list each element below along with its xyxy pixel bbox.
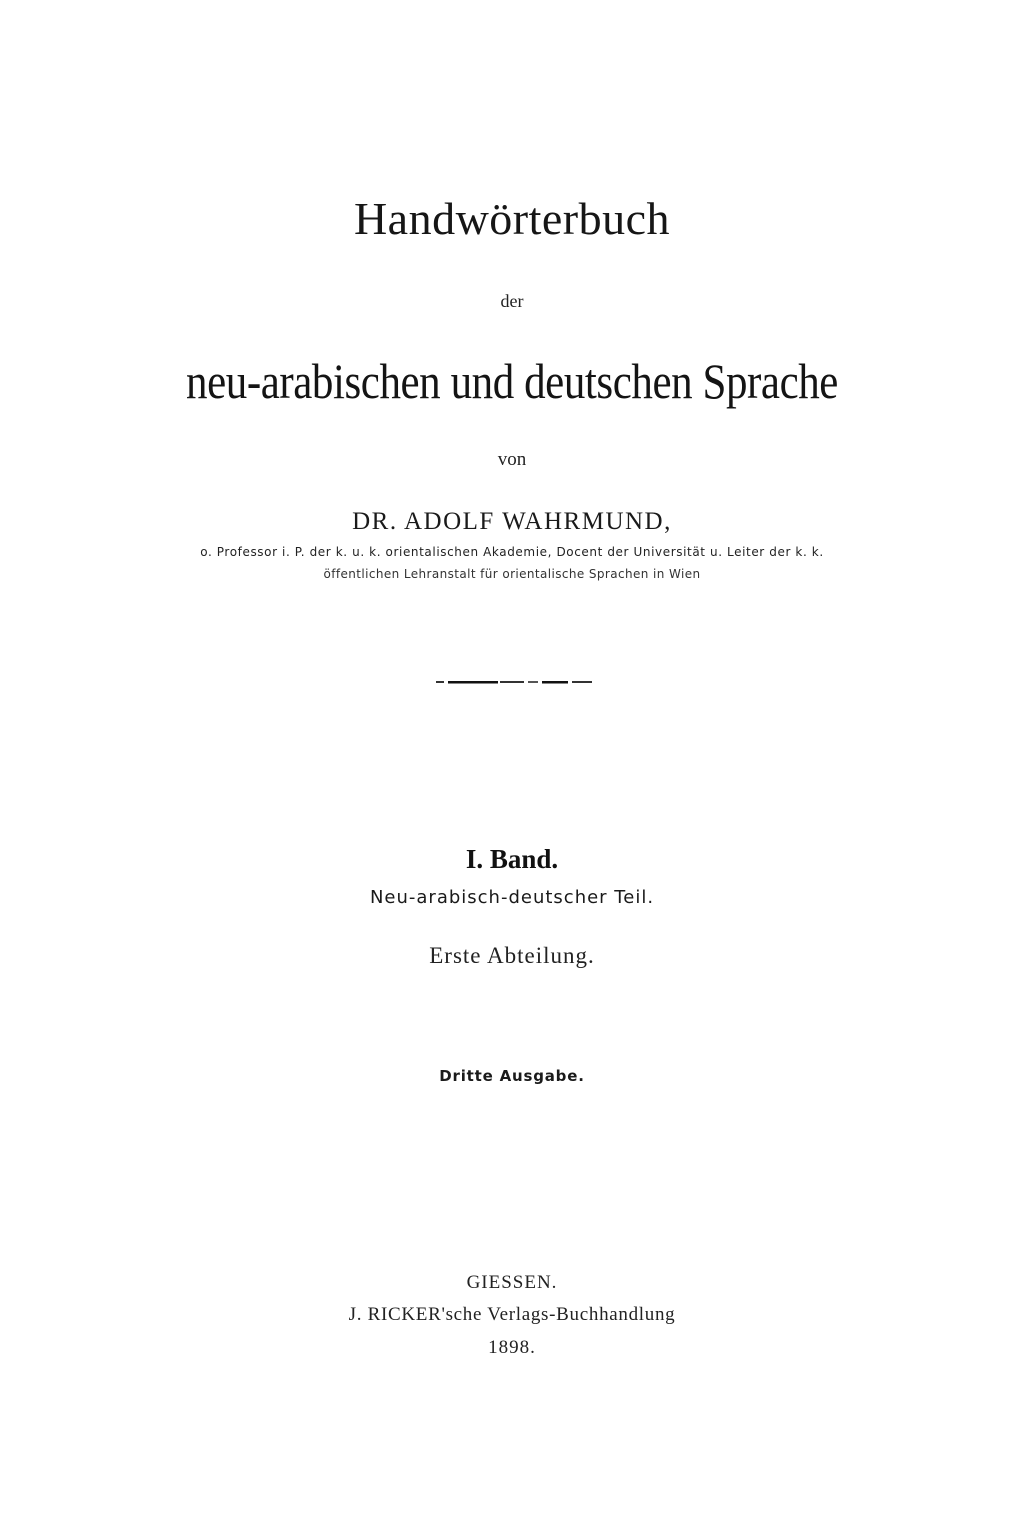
author-affiliation-line-1: o. Professor i. P. der k. u. k. orientalischen Akademie, Docent der Universität u. Leiter der k. k. — [200, 545, 824, 559]
author-affiliation-line-2: öffentlichen Lehranstalt für orientalische Sprachen in Wien — [323, 567, 701, 581]
author-name: DR. ADOLF WAHRMUND, — [352, 508, 672, 535]
book-subtitle: neu-arabischen und deutschen Sprache — [186, 353, 838, 409]
edition-label: Dritte Ausgabe. — [439, 1067, 585, 1085]
volume-label: I. Band. — [465, 844, 559, 874]
publication-year: 1898. — [488, 1337, 536, 1358]
part-label: Neu-arabisch-deutscher Teil. — [369, 887, 655, 908]
book-title: Handwörterbuch — [353, 193, 671, 244]
publication-place: GIESSEN. — [466, 1272, 558, 1293]
title-connector: der — [500, 291, 524, 311]
byline-von: von — [497, 449, 527, 470]
ornamental-divider — [436, 681, 592, 684]
division-label: Erste Abteilung. — [429, 943, 595, 968]
publisher-name: J. RICKER'sche Verlags-Buchhandlung — [348, 1304, 676, 1325]
